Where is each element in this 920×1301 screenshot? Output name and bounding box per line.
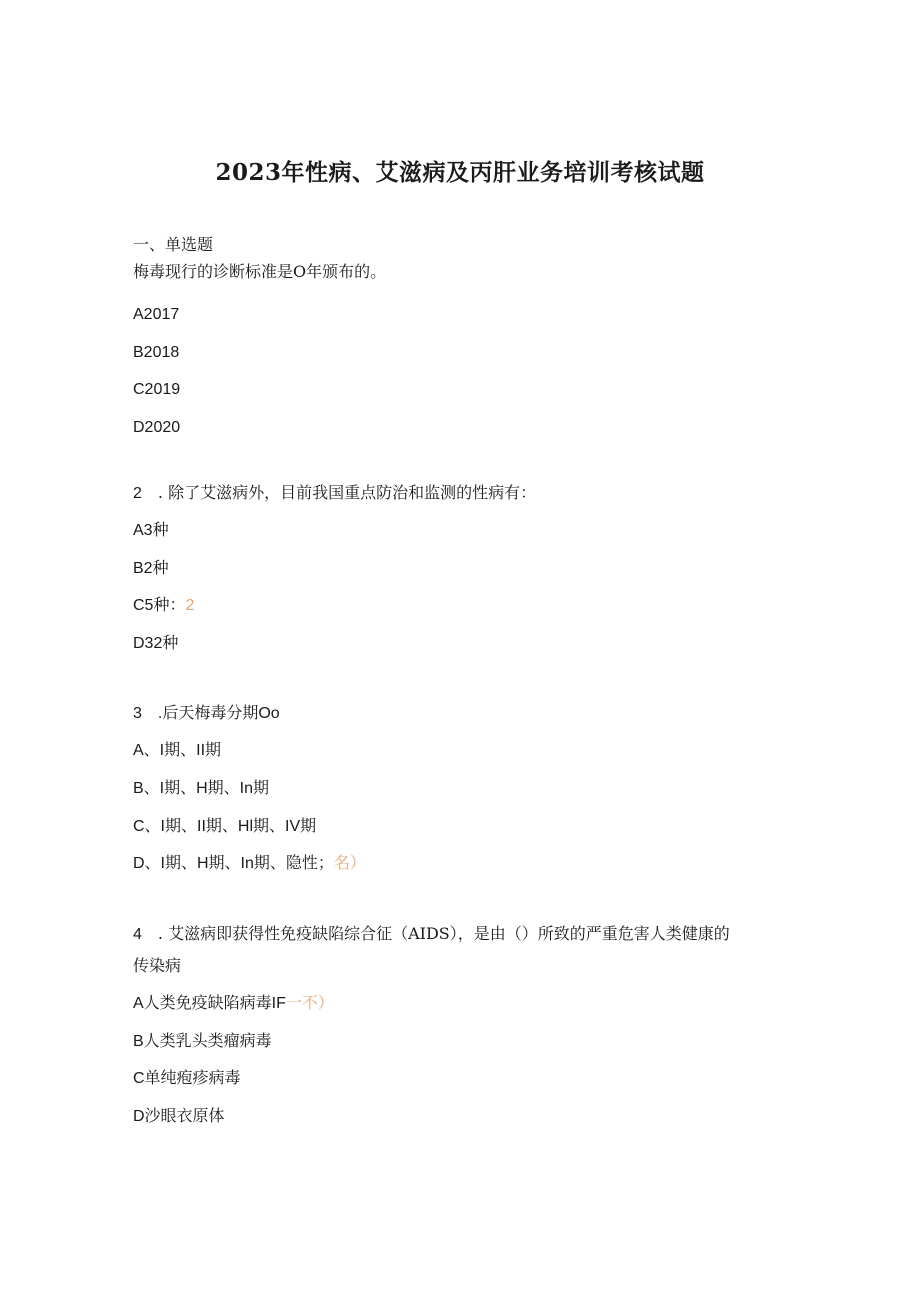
question-3-option-c: C、I期、II期、Hl期、IV期 xyxy=(133,818,317,835)
question-2-option-c-label: C5种： xyxy=(133,597,186,614)
question-3-option-b: B、I期、H期、In期 xyxy=(133,780,270,797)
question-3-option-a: A、I期、II期 xyxy=(133,742,222,759)
question-4-option-c: C单纯疱疹病毒 xyxy=(133,1070,241,1087)
question-2-option-c-note: 2 xyxy=(185,597,195,614)
question-1-option-c: C2019 xyxy=(133,381,181,398)
question-3-option-d-label: D、I期、H期、In期、隐性； xyxy=(133,855,334,872)
question-2-option-d: D32种 xyxy=(133,635,179,652)
question-4-option-b: B人类乳头类瘤病毒 xyxy=(133,1033,272,1050)
question-4-option-a xyxy=(133,994,334,1014)
question-4-text: . 艾滋病即获得性免疫缺陷综合征（AIDS），是由（）所致的严重危害人类健康的 xyxy=(157,924,730,943)
question-3-text: .后天梅毒分期Oo xyxy=(157,705,280,722)
question-4-option-a-note: 一不） xyxy=(285,995,334,1012)
question-4-text-cont: 传染病 xyxy=(133,956,182,975)
question-1-option-a: A2017 xyxy=(133,306,180,323)
question-2-text: . 除了艾滋病外，目前我国重点防治和监测的性病有： xyxy=(157,483,537,502)
question-2 xyxy=(133,483,536,504)
question-1-option-b: B2018 xyxy=(133,344,180,361)
question-2-number: 2 xyxy=(133,485,142,502)
question-1-option-d: D2020 xyxy=(133,419,181,436)
question-4-option-d: D沙眼衣原体 xyxy=(133,1108,225,1125)
question-3-number: 3 xyxy=(133,705,142,722)
document-title: 2023年性病、艾滋病及丙肝业务培训考核试题 xyxy=(215,159,705,186)
question-2-option-c xyxy=(133,596,194,616)
question-2-option-b: B2种 xyxy=(133,560,169,577)
question-2-option-a: A3种 xyxy=(133,522,169,539)
section-heading: 一、单选题 xyxy=(133,235,214,254)
question-1-text: 梅毒现行的诊断标准是O年颁布的。 xyxy=(133,262,387,281)
question-3-option-d xyxy=(133,854,366,874)
question-4-number: 4 xyxy=(133,926,142,943)
question-4-option-a-label: A人类免疫缺陷病毒IF xyxy=(133,995,286,1012)
question-3 xyxy=(133,704,280,724)
question-3-option-d-note: 名） xyxy=(333,855,366,872)
question-4 xyxy=(133,924,730,945)
